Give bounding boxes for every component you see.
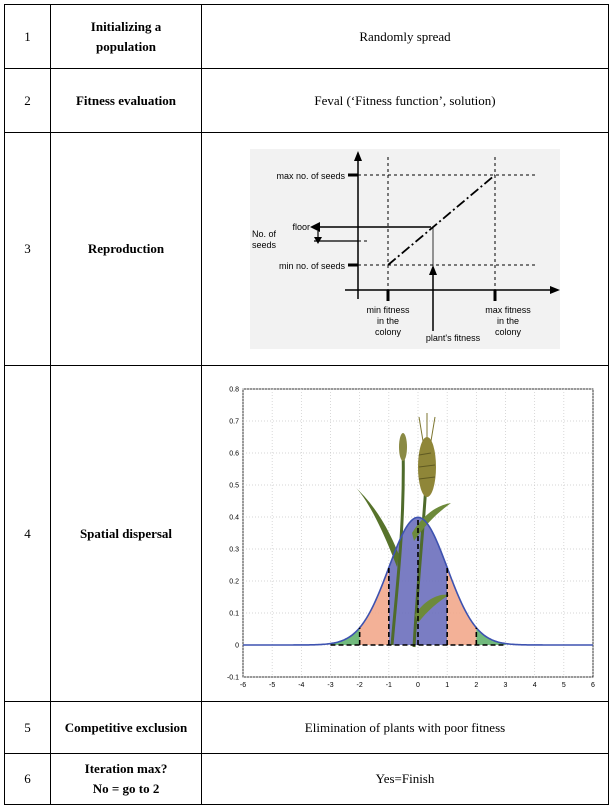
step-title-line: population — [96, 38, 156, 54]
y-tick-label: -0.1 — [226, 674, 239, 681]
step-number: 4 — [5, 366, 51, 702]
step-description: Feval (‘Fitness function’, solution) — [202, 69, 609, 133]
dispersal-chart — [205, 375, 605, 693]
table-row — [5, 69, 609, 133]
step-number: 1 — [5, 5, 51, 69]
algorithm-steps-table — [4, 4, 609, 805]
step-title: Reproduction — [51, 133, 202, 366]
step-title-line: Iteration max? — [84, 761, 168, 776]
step-title: Competitive exclusion — [51, 702, 202, 754]
seeds-label: No. of — [252, 229, 277, 239]
y-tick-label: 0.2 — [229, 578, 239, 585]
x-tick-label: -5 — [269, 681, 276, 689]
max-fitness-label: max fitness — [485, 305, 531, 315]
plant-fitness-label: plant's fitness — [425, 333, 481, 343]
step-title-line: No = go to 2 — [92, 781, 160, 796]
y-tick-label: 0.3 — [229, 546, 239, 553]
table-row — [5, 5, 609, 69]
step-description: Yes=Finish — [202, 754, 609, 805]
reproduction-diagram-cell — [202, 133, 609, 366]
min-fitness-label: colony — [374, 327, 402, 337]
x-tick-label: 5 — [561, 681, 566, 689]
max-seeds-label: max no. of seeds — [276, 171, 345, 181]
x-tick-label: -4 — [298, 681, 305, 689]
step-description: Elimination of plants with poor fitness — [202, 702, 609, 754]
table-row — [5, 366, 609, 702]
y-tick-label: 0.1 — [229, 610, 239, 617]
seeds-label: seeds — [252, 240, 277, 250]
dispersal-chart-cell — [202, 366, 609, 702]
max-fitness-label: colony — [494, 327, 522, 337]
y-tick-label: 0.7 — [229, 418, 239, 425]
y-tick-label: 0.4 — [229, 514, 239, 521]
step-title: Fitness evaluation — [51, 69, 202, 133]
x-tick-label: -1 — [385, 681, 392, 689]
step-number: 3 — [5, 133, 51, 366]
step-title-line: Initializing a — [90, 18, 162, 34]
y-tick-label: 0.8 — [229, 386, 239, 393]
x-tick-label: -6 — [239, 681, 247, 689]
floor-label: floor — [292, 222, 310, 232]
table-row — [5, 133, 609, 366]
y-tick-label: 0 — [235, 642, 239, 649]
table-row — [5, 754, 609, 805]
min-seeds-label: min no. of seeds — [278, 261, 345, 271]
step-title: Spatial dispersal — [51, 366, 202, 702]
step-number: 2 — [5, 69, 51, 133]
reproduction-diagram — [250, 149, 560, 349]
step-number: 5 — [5, 702, 51, 754]
y-tick-label: 0.6 — [229, 450, 239, 457]
max-fitness-label: in the — [496, 316, 520, 326]
x-tick-label: 6 — [591, 681, 595, 689]
step-number: 6 — [5, 754, 51, 805]
x-tick-label: 3 — [503, 681, 508, 689]
min-fitness-label: in the — [376, 316, 400, 326]
x-tick-label: 4 — [532, 681, 537, 689]
x-tick-label: -2 — [356, 681, 363, 689]
x-tick-label: 2 — [474, 681, 479, 689]
step-title — [51, 5, 202, 69]
step-description: Randomly spread — [202, 5, 609, 69]
x-tick-label: 1 — [445, 681, 450, 689]
x-tick-label: 0 — [416, 681, 420, 689]
min-fitness-label: min fitness — [366, 305, 410, 315]
y-tick-label: 0.5 — [229, 482, 239, 489]
step-title — [51, 754, 202, 805]
x-tick-label: -3 — [327, 681, 334, 689]
table-row — [5, 702, 609, 754]
